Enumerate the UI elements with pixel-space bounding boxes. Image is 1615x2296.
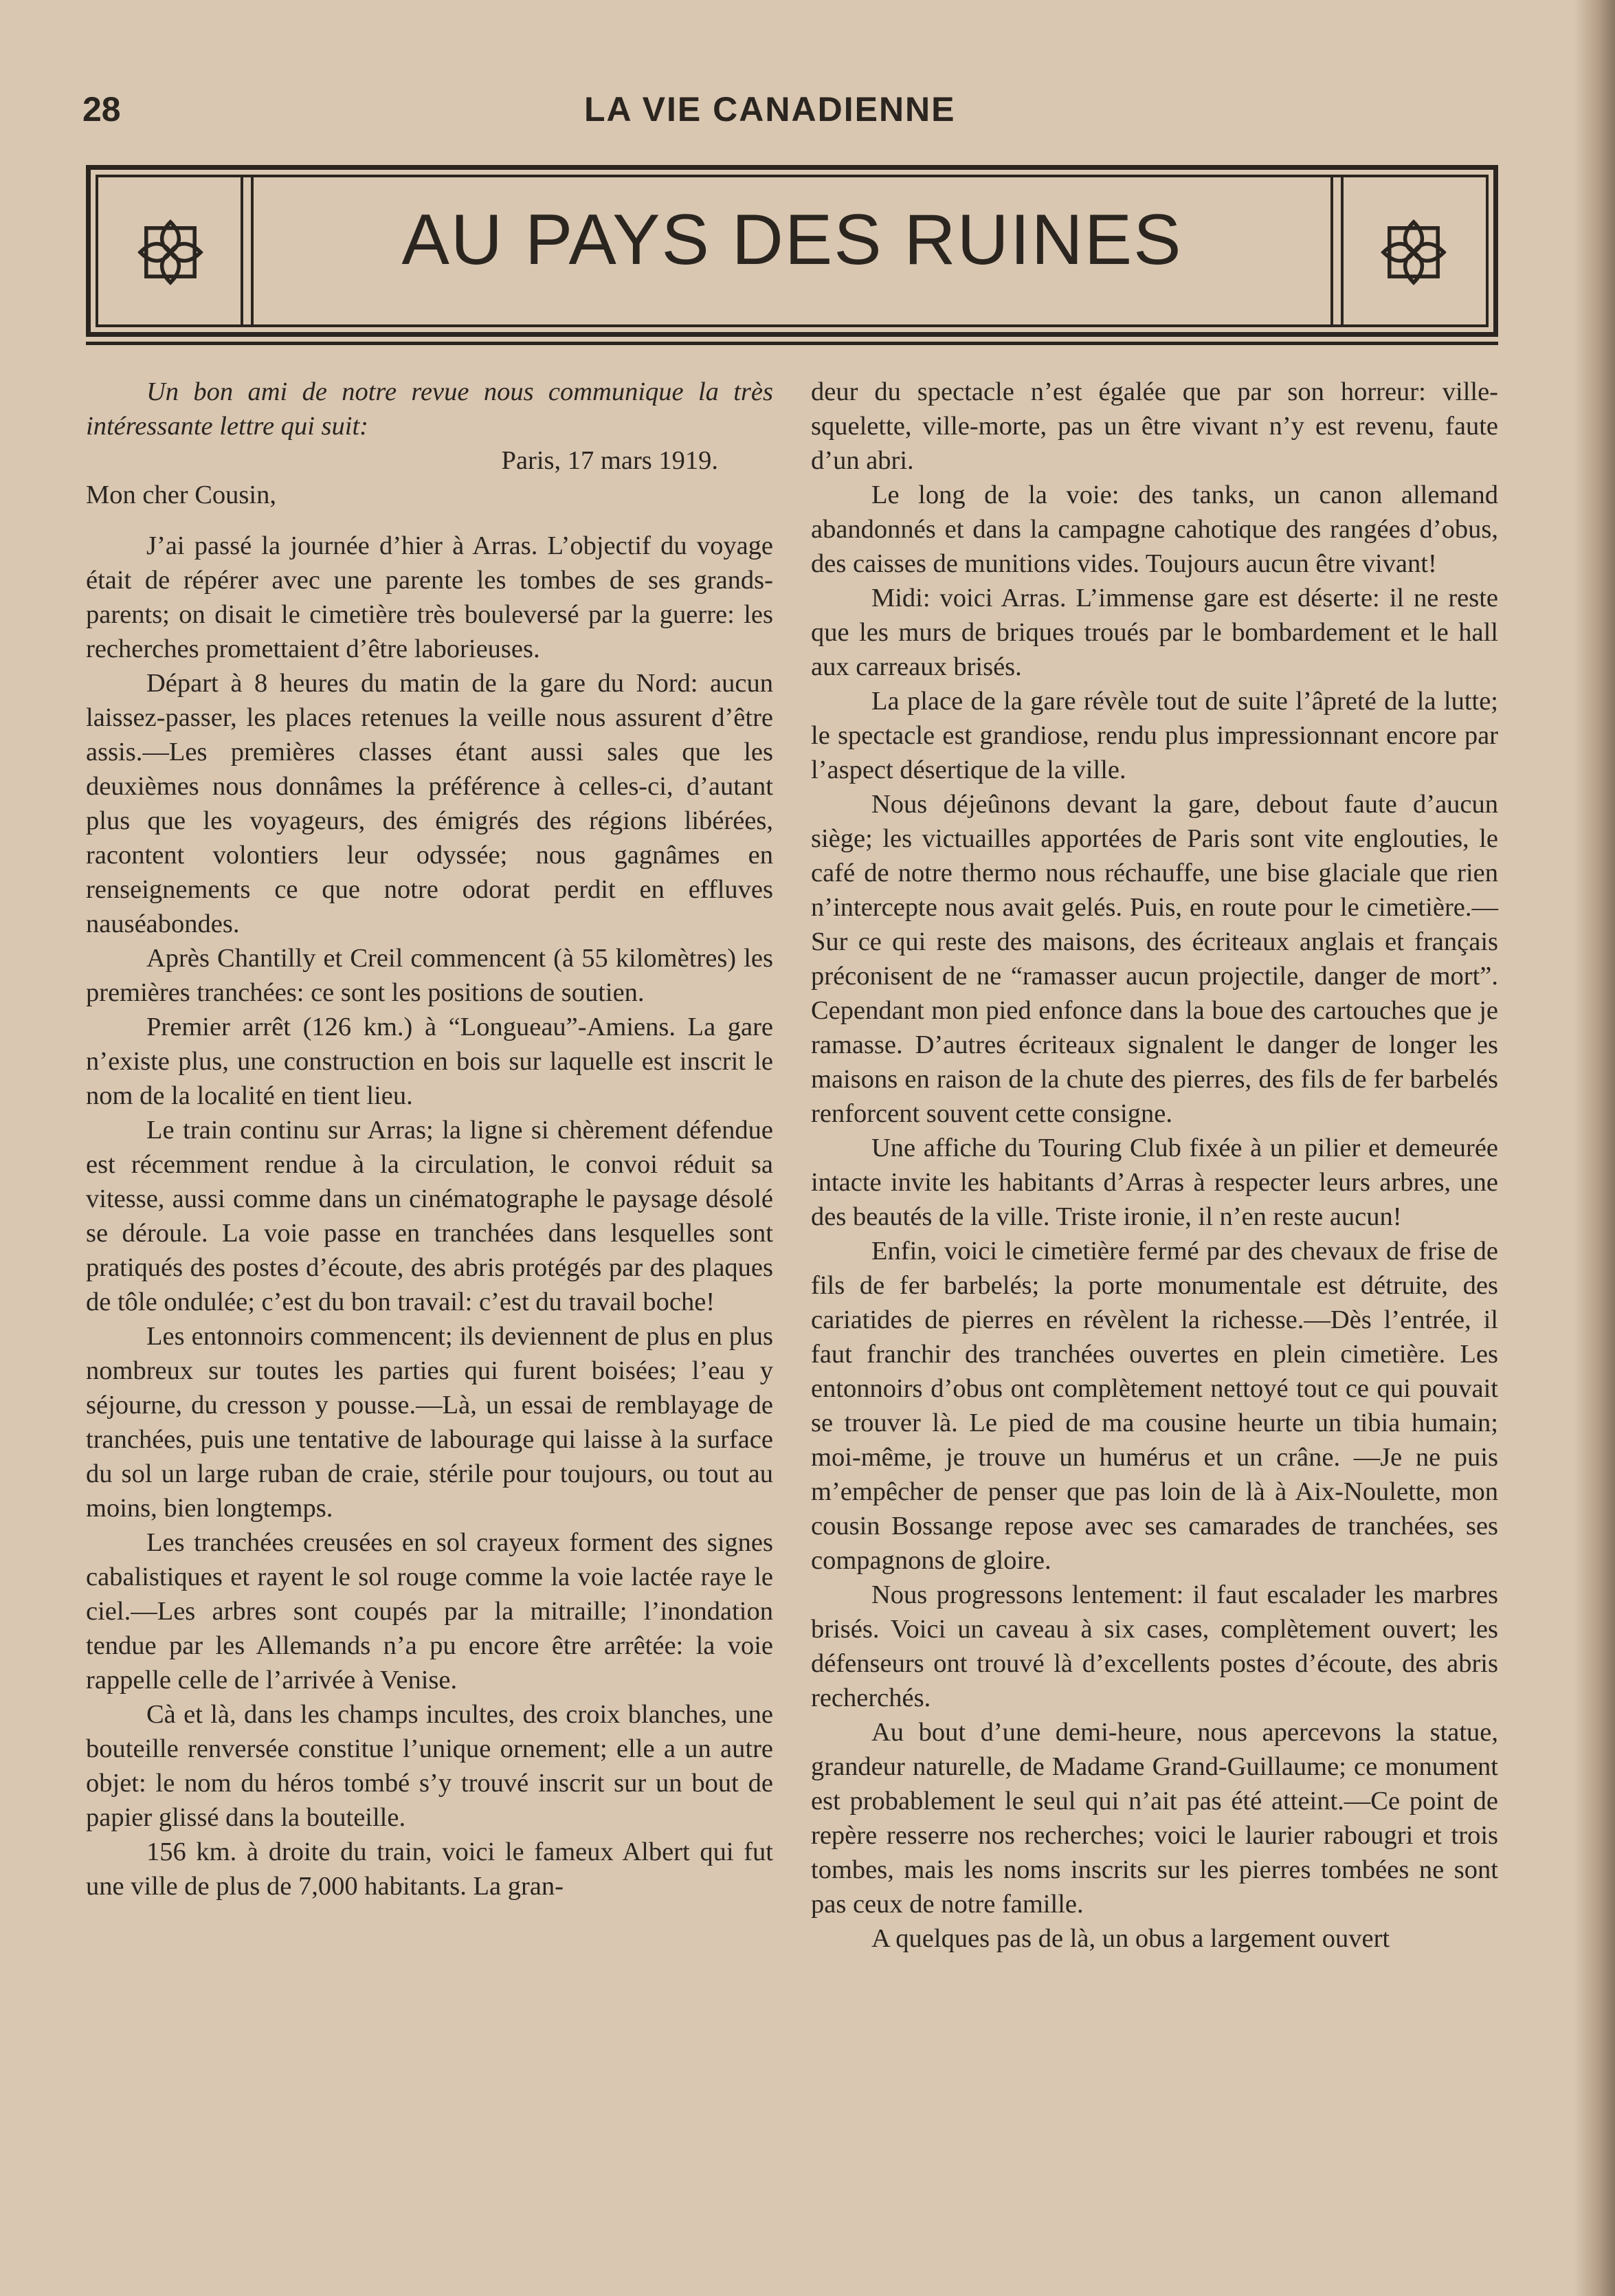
paragraph: Enfin, voici le cimetière fermé par des chevaux de frise de fils de fer barbelés; la porte monumentale est détruite, des cariatides de pierres en révèlent la richesse.—Dès l’entrée, il faut franchir des tranchées ouvertes en plein cimetière. Les entonnoirs d’obus ont complètement nettoyé tout ce qui pouvait se trouver là. Le pied de ma cousine heurte un tibia humain; moi-même, je trouve un humérus et un crâne. —Je ne puis m’empêcher de penser que pas loin de là à Aix-Noulette, mon cousin Bossange repose avec ses camarades de tranchées, ses compagnons de gloire. [811, 1237, 1498, 1575]
paragraph: Le long de la voie: des tanks, un canon allemand abandonnés et dans la campagne cahotique des rangées d’obus, des caisses de munitions vides. Toujours aucun être vivant! [811, 481, 1498, 578]
page-header [82, 89, 1498, 137]
article-title: AU PAYS DES RUINES [401, 200, 1183, 280]
page-number: 28 [82, 90, 121, 129]
left-column [86, 375, 773, 1903]
paragraph: 156 km. à droite du train, voici le fameux Albert qui fut une ville de plus de 7,000 habitants. La gran- [86, 1837, 773, 1901]
dateline: Paris, 17 mars 1919. [501, 446, 718, 475]
paragraph: Au bout d’une demi-heure, nous apercevons la statue, grandeur naturelle, de Madame Grand-Guillaume; ce monument est probablement le seul qui n’ait pas été atteint.—Ce point de repère resserre nos recherches; voici le laurier rabougri et trois tombes, mais les noms inscrits sur les pierres tombées ne sont pas ceux de notre famille. [811, 1718, 1498, 1919]
article-intro: Un bon ami de notre revue nous communique la très intéressante lettre qui suit: [86, 377, 773, 441]
banner-divider-left [241, 175, 243, 327]
paragraph: Cà et là, dans les champs incultes, des croix blanches, une bouteille renversée constitue l’unique ornement; elle a un autre objet: le nom du héros tombé s’y trouvé inscrit sur un bout de papier glissé dans la bouteille. [86, 1700, 773, 1832]
paragraph: La place de la gare révèle tout de suite l’âpreté de la lutte; le spectacle est grandiose, rendu plus impressionnant encore par l’aspect désertique de la ville. [811, 687, 1498, 784]
paragraph: Les entonnoirs commencent; ils deviennent de plus en plus nombreux sur toutes les parties qui furent boisées; l’eau y séjourne, du cresson y pousse.—Là, un essai de remblayage de tranchées, puis une tentative de labourage qui laisse à la surface du sol un large ruban de craie, stérile pour toujours, ou tout au moins, bien longtemps. [86, 1322, 773, 1523]
paragraph: J’ai passé la journée d’hier à Arras. L’objectif du voyage était de répérer avec une parente les tombes de ses grands-parents; on disait le cimetière très bouleversé par la guerre: les recherches promettaient d’être laborieuses. [86, 531, 773, 663]
paragraph: Une affiche du Touring Club fixée à un pilier et demeurée intacte invite les habitants d’Arras à respecter leurs arbres, une des beautés de la ville. Triste ironie, il n’en reste aucun! [811, 1134, 1498, 1231]
floral-ornament-icon [133, 214, 208, 290]
paragraph: deur du spectacle n’est égalée que par son horreur: ville-squelette, ville-morte, pas un être vivant n’y est revenu, faute d’un abri. [811, 377, 1498, 475]
banner-bottom-rule [86, 342, 1498, 345]
banner-divider-right [1341, 175, 1344, 327]
paragraph: Départ à 8 heures du matin de la gare du Nord: aucun laissez-passer, les places retenues la veille nous assurent d’être assis.—Les premières classes étant aussi sales que les deuxièmes nous donnâmes la préférence à celles-ci, d’autant plus que les voyageurs, des émigrés des régions libérées, racontent volontiers leur odyssée; nous gagnâmes en renseignements ce que notre odorat perdit en effluves nauséabondes. [86, 669, 773, 938]
right-column [811, 375, 1498, 1956]
paragraph: Le train continu sur Arras; la ligne si chèrement défendue est récemment rendue à la circulation, le convoi réduit sa vitesse, aussi comme dans un cinématographe le paysage désolé se déroule. La voie passe en tranchées dans lesquelles sont pratiqués des postes d’écoute, des abris protégés par des plaques de tôle ondulée; c’est du bon travail: c’est du travail boche! [86, 1116, 773, 1316]
salutation: Mon cher Cousin, [86, 481, 276, 509]
floral-ornament-icon [1376, 214, 1451, 290]
page-spine-shadow [1574, 0, 1615, 2296]
paragraph: Après Chantilly et Creil commencent (à 55 kilomètres) les premières tranchées: ce sont les positions de soutien. [86, 944, 773, 1007]
paragraph: Nous progressons lentement: il faut escalader les marbres brisés. Voici un caveau à six cases, complètement ouvert; les défenseurs ont trouvé là d’excellents postes d’écoute, des abris recherchés. [811, 1580, 1498, 1712]
paragraph: Midi: voici Arras. L’immense gare est déserte: il ne reste que les murs de briques troués par le bombardement et le hall aux carreaux brisés. [811, 584, 1498, 681]
paragraph: Nous déjeûnons devant la gare, debout faute d’aucun siège; les victuailles apportées de Paris sont vite englouties, le café de notre thermo nous réchauffe, une bise glaciale que rien n’intercepte nous avait gelés. Puis, en route pour le cimetière.—Sur ce qui reste des maisons, des écriteaux anglais et français préconisent de ne “ramasser aucun projectile, danger de mort”. Cependant mon pied enfonce dans la boue des cartouches que je ramasse. D’autres écriteaux signalent le danger de longer les maisons en raison de la chute des pierres, des fils de fer barbelés renforcent souvent cette consigne. [811, 790, 1498, 1128]
paragraph: Les tranchées creusées en sol crayeux forment des signes cabalistiques et rayent le sol rouge comme la voie lactée raye le ciel.—Les arbres sont coupés par la mitraille; l’inondation tendue par les Allemands n’a pu encore être arrêtée: la voie rappelle celle de l’arrivée à Venise. [86, 1528, 773, 1695]
title-banner [86, 165, 1498, 337]
paragraph: A quelques pas de là, un obus a largement ouvert [871, 1924, 1390, 1953]
paragraph: Premier arrêt (126 km.) à “Longueau”-Amiens. La gare n’existe plus, une construction en bois sur laquelle est inscrit le nom de la localité en tient lieu. [86, 1013, 773, 1110]
journal-title: LA VIE CANADIENNE [584, 90, 956, 129]
